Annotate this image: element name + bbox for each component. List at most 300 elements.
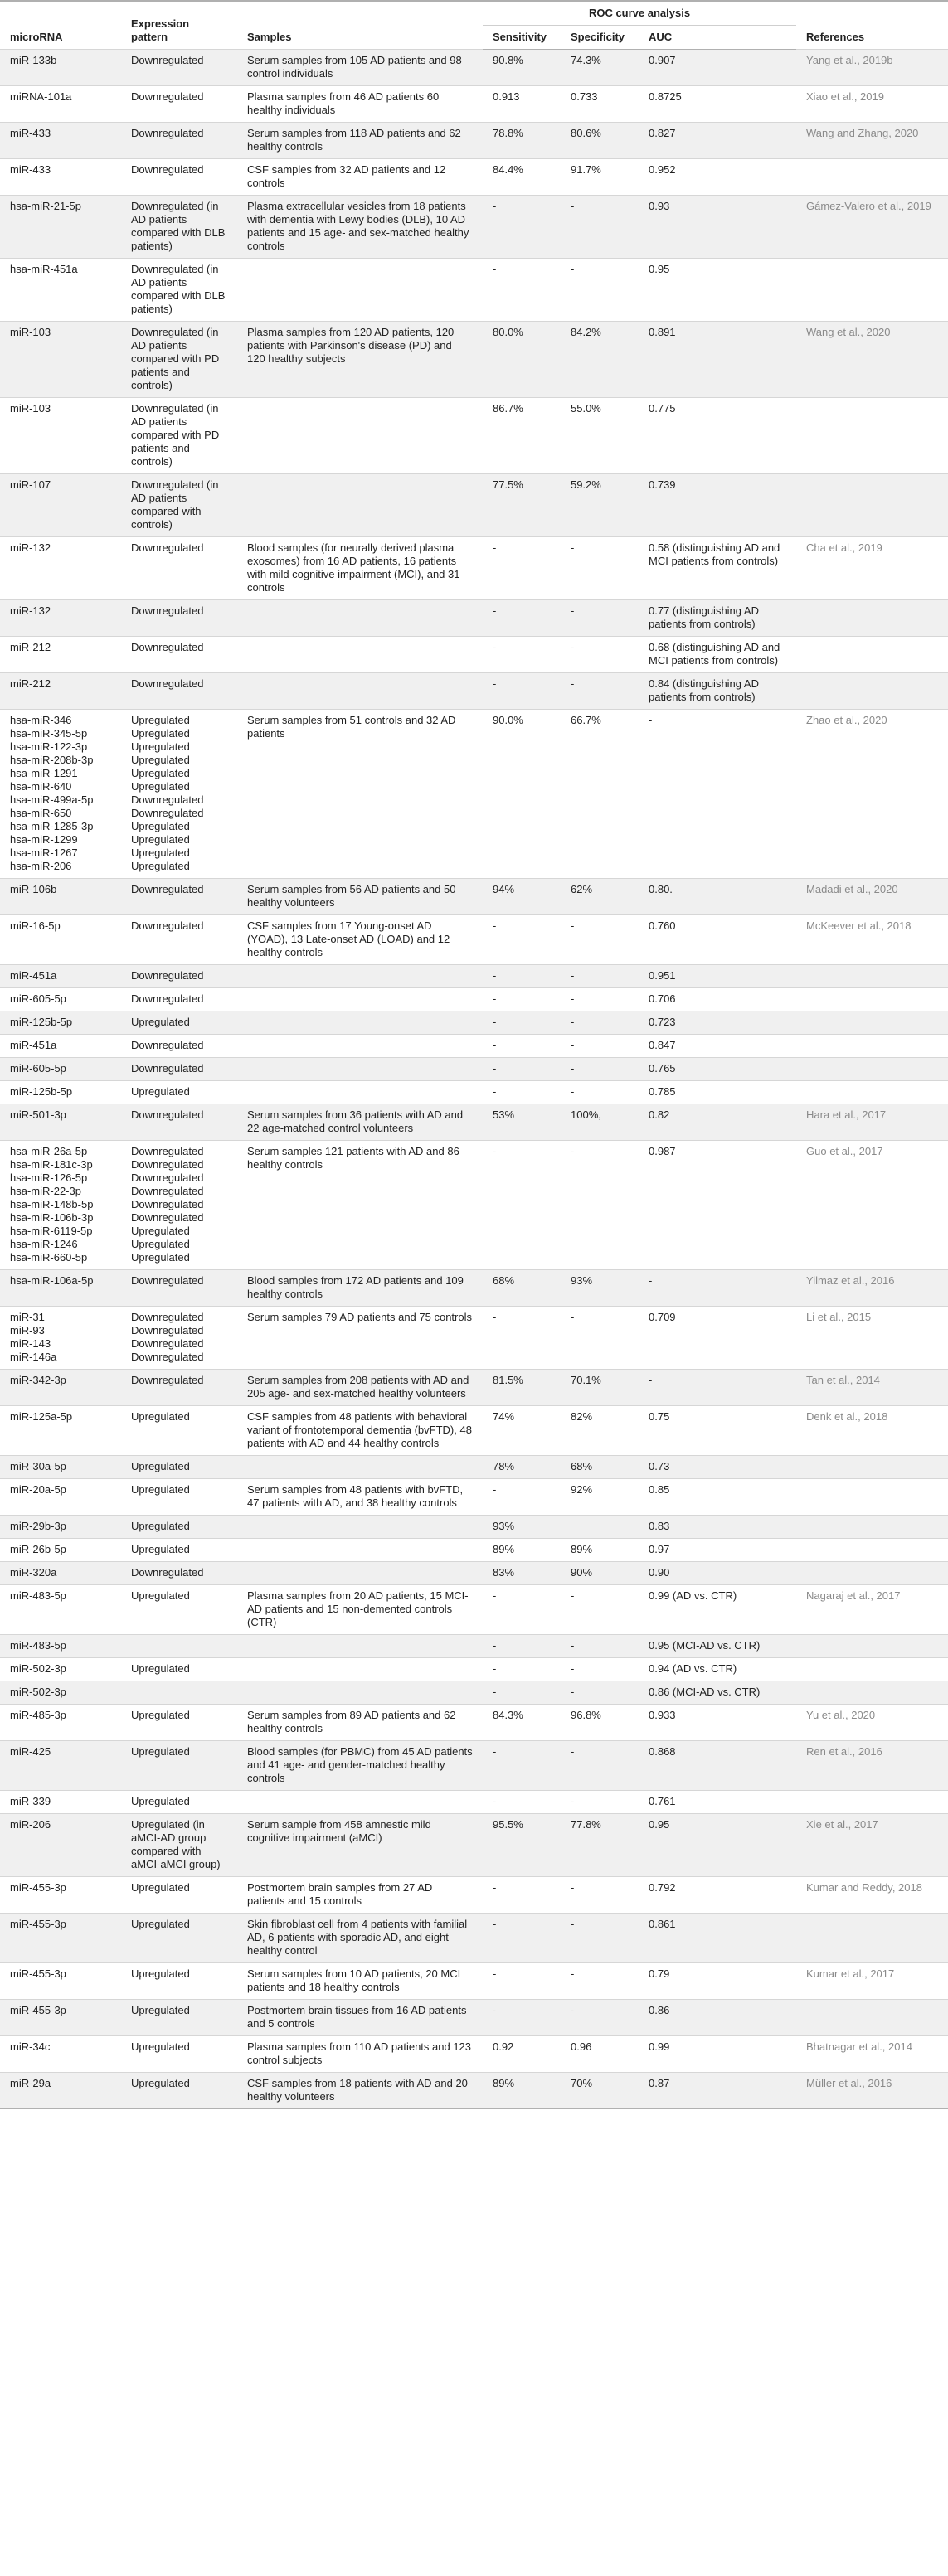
cell-sensitivity: - [483,1307,561,1370]
cell-specificity: 62% [561,879,639,915]
cell-reference: Zhao et al., 2020 [796,710,948,879]
table-row [0,474,948,537]
cell-expression-line: Downregulated [131,163,204,176]
cell-expression-line: Downregulated [131,1145,204,1157]
cell-expression [121,1456,237,1479]
cell-microrna-line: miR-502-3p [10,1662,66,1675]
cell-expression-line: Upregulated [131,780,190,793]
cell-sensitivity: 74% [483,1406,561,1456]
cell-samples: Postmortem brain tissues from 16 AD patients and 5 controls [237,2000,483,2036]
cell-expression-line: Downregulated [131,1172,204,1184]
cell-specificity: 70.1% [561,1370,639,1406]
cell-auc: 0.907 [639,50,796,86]
cell-specificity: - [561,965,639,988]
cell-microrna-line: hsa-miR-1299 [10,833,78,846]
cell-sensitivity: 86.7% [483,398,561,474]
cell-samples [237,1658,483,1681]
cell-sensitivity: - [483,1479,561,1516]
cell-sensitivity: 93% [483,1516,561,1539]
cell-microrna [0,1791,121,1814]
cell-microrna [0,637,121,673]
cell-microrna [0,1705,121,1741]
cell-sensitivity: - [483,259,561,322]
cell-expression-line: Upregulated [131,1085,190,1098]
table-row [0,1741,948,1791]
cell-microrna-line: miR-433 [10,163,51,176]
cell-sensitivity: 89% [483,2073,561,2109]
cell-expression-line: Downregulated [131,1039,204,1051]
cell-microrna-line: miR-31 [10,1311,45,1323]
table-row [0,879,948,915]
cell-samples: CSF samples from 48 patients with behavioral variant of frontotemporal dementia (bvFTD), 48 patients with AD and 44 healthy controls [237,1406,483,1456]
table-row [0,537,948,600]
cell-microrna [0,1011,121,1035]
cell-specificity: - [561,1681,639,1705]
cell-auc: 0.82 [639,1104,796,1141]
cell-reference: Kumar et al., 2017 [796,1963,948,2000]
table-row [0,1081,948,1104]
cell-expression-line: Upregulated [131,860,190,872]
cell-samples [237,1058,483,1081]
cell-microrna-line: hsa-miR-26a-5p [10,1145,88,1157]
cell-microrna-line: miRNA-101a [10,90,72,103]
table-row [0,965,948,988]
cell-reference [796,1081,948,1104]
cell-auc: 0.86 [639,2000,796,2036]
cell-microrna-line: miR-212 [10,677,51,690]
cell-microrna [0,1035,121,1058]
cell-microrna-line: miR-133b [10,54,57,66]
cell-expression-line: Upregulated [131,1745,190,1758]
cell-reference [796,2000,948,2036]
cell-sensitivity: - [483,1035,561,1058]
cell-expression-line: Upregulated [131,2040,190,2053]
cell-sensitivity: 95.5% [483,1814,561,1877]
cell-microrna [0,86,121,123]
cell-sensitivity: - [483,965,561,988]
table-row [0,1011,948,1035]
cell-expression-line: Upregulated [131,740,190,753]
cell-expression [121,259,237,322]
cell-microrna-line: hsa-miR-345-5p [10,727,88,740]
cell-reference [796,1035,948,1058]
cell-microrna [0,196,121,259]
cell-specificity: - [561,1307,639,1370]
cell-microrna [0,537,121,600]
cell-specificity: 0.733 [561,86,639,123]
cell-auc: 0.785 [639,1081,796,1104]
cell-sensitivity: - [483,2000,561,2036]
cell-sensitivity: - [483,1011,561,1035]
cell-specificity: - [561,637,639,673]
cell-auc: 0.99 (AD vs. CTR) [639,1585,796,1635]
cell-auc: 0.861 [639,1914,796,1963]
table-row [0,1877,948,1914]
cell-microrna-line: hsa-miR-451a [10,263,78,275]
cell-reference [796,965,948,988]
cell-microrna [0,1058,121,1081]
cell-sensitivity: - [483,1081,561,1104]
cell-microrna [0,1585,121,1635]
cell-sensitivity: 0.913 [483,86,561,123]
cell-expression-line: Downregulated (in AD patients compared with DLB patients) [131,200,226,252]
cell-expression [121,1011,237,1035]
cell-expression-line: Upregulated [131,2077,190,2089]
cell-samples [237,1456,483,1479]
cell-microrna [0,1539,121,1562]
cell-expression-line: Downregulated [131,1185,204,1197]
cell-microrna-line: miR-29b-3p [10,1520,66,1532]
cell-microrna [0,1104,121,1141]
cell-samples [237,1539,483,1562]
cell-samples: Plasma samples from 20 AD patients, 15 MCI-AD patients and 15 non-demented controls (CTR) [237,1585,483,1635]
cell-specificity: - [561,988,639,1011]
cell-expression-line: Downregulated [131,1109,204,1121]
cell-auc: 0.99 [639,2036,796,2073]
cell-sensitivity: - [483,988,561,1011]
cell-expression-line: Upregulated [131,1016,190,1028]
cell-expression-line: Downregulated [131,1274,204,1287]
table-row [0,1963,948,2000]
cell-reference: Xiao et al., 2019 [796,86,948,123]
cell-sensitivity: - [483,1914,561,1963]
cell-samples: Blood samples from 172 AD patients and 109 healthy controls [237,1270,483,1307]
header-specificity: Specificity [561,26,639,50]
cell-auc: 0.987 [639,1141,796,1270]
cell-expression-line: Downregulated [131,807,204,819]
header-references: References [796,1,948,50]
cell-samples: Postmortem brain samples from 27 AD patients and 15 controls [237,1877,483,1914]
cell-reference: Müller et al., 2016 [796,2073,948,2109]
table-row [0,1141,948,1270]
header-expression: Expression pattern [121,1,237,50]
cell-auc: 0.739 [639,474,796,537]
cell-microrna [0,1877,121,1914]
table-row [0,1516,948,1539]
cell-expression [121,322,237,398]
cell-microrna-line: hsa-miR-126-5p [10,1172,88,1184]
cell-auc: 0.951 [639,965,796,988]
cell-auc: 0.95 [639,259,796,322]
table-row [0,2036,948,2073]
cell-sensitivity: 78% [483,1456,561,1479]
cell-specificity: - [561,1058,639,1081]
cell-microrna-line: miR-146a [10,1351,57,1363]
cell-reference [796,1456,948,1479]
cell-sensitivity: 81.5% [483,1370,561,1406]
cell-sensitivity: 90.0% [483,710,561,879]
cell-expression [121,2036,237,2073]
cell-sensitivity: - [483,673,561,710]
cell-expression [121,2073,237,2109]
cell-expression-line: Upregulated [131,1460,190,1472]
cell-expression [121,1081,237,1104]
cell-reference [796,1516,948,1539]
cell-reference [796,1058,948,1081]
cell-auc: 0.760 [639,915,796,965]
cell-sensitivity: 80.0% [483,322,561,398]
cell-microrna [0,2036,121,2073]
cell-samples [237,673,483,710]
cell-microrna-line: miR-455-3p [10,1967,66,1980]
cell-reference: Guo et al., 2017 [796,1141,948,1270]
cell-expression [121,86,237,123]
cell-auc: 0.95 [639,1814,796,1877]
cell-microrna-line: miR-93 [10,1324,45,1337]
cell-auc: 0.85 [639,1479,796,1516]
cell-microrna [0,1406,121,1456]
cell-microrna-line: miR-132 [10,541,51,554]
cell-microrna-line: hsa-miR-640 [10,780,72,793]
cell-expression-line: Downregulated [131,969,204,982]
table-row [0,1104,948,1141]
cell-microrna-line: miR-320a [10,1566,57,1579]
cell-expression-line: Upregulated [131,1967,190,1980]
cell-specificity: - [561,673,639,710]
cell-microrna-line: miR-425 [10,1745,51,1758]
cell-expression-line: Downregulated [131,127,204,139]
cell-microrna [0,2073,121,2109]
cell-samples [237,600,483,637]
cell-specificity: - [561,196,639,259]
cell-sensitivity: 94% [483,879,561,915]
cell-specificity: 90% [561,1562,639,1585]
cell-expression-line: Upregulated [131,2004,190,2016]
cell-microrna-line: miR-206 [10,1818,51,1831]
cell-specificity: - [561,537,639,600]
cell-microrna-line: miR-20a-5p [10,1483,66,1496]
cell-microrna-line: miR-483-5p [10,1589,66,1602]
header-auc: AUC [639,26,796,50]
cell-microrna-line: miR-339 [10,1795,51,1807]
cell-expression [121,123,237,159]
cell-expression-line: Upregulated [131,847,190,859]
cell-samples: Plasma extracellular vesicles from 18 patients with dementia with Lewy bodies (DLB), 10 AD patients and 15 age- and sex-matched healthy controls [237,196,483,259]
cell-samples: Serum samples from 56 AD patients and 50 healthy volunteers [237,879,483,915]
cell-expression-line: Upregulated [131,754,190,766]
cell-samples: Plasma samples from 120 AD patients, 120 patients with Parkinson's disease (PD) and 120 healthy subjects [237,322,483,398]
cell-specificity: 91.7% [561,159,639,196]
cell-expression-line: Downregulated [131,992,204,1005]
cell-auc: 0.84 (distinguishing AD patients from controls) [639,673,796,710]
cell-expression-line: Downregulated [131,1311,204,1323]
cell-samples: Serum samples from 89 AD patients and 62 healthy controls [237,1705,483,1741]
cell-expression-line: Downregulated [131,1062,204,1075]
table-row [0,1456,948,1479]
cell-expression [121,1681,237,1705]
cell-microrna-line: miR-106b [10,883,57,895]
cell-microrna-line: hsa-miR-208b-3p [10,754,94,766]
cell-expression-line: Downregulated (in AD patients compared with DLB patients) [131,263,226,315]
cell-auc: 0.8725 [639,86,796,123]
cell-expression [121,1058,237,1081]
cell-auc: 0.77 (distinguishing AD patients from controls) [639,600,796,637]
cell-microrna-line: miR-143 [10,1337,51,1350]
cell-expression [121,879,237,915]
cell-microrna-line: hsa-miR-660-5p [10,1251,88,1264]
cell-microrna-line: miR-132 [10,604,51,617]
cell-microrna-line: hsa-miR-21-5p [10,200,81,212]
cell-sensitivity: - [483,1681,561,1705]
cell-specificity: 68% [561,1456,639,1479]
cell-samples: Serum samples 79 AD patients and 75 controls [237,1307,483,1370]
cell-reference: Gámez-Valero et al., 2019 [796,196,948,259]
cell-reference: Li et al., 2015 [796,1307,948,1370]
table-row [0,1058,948,1081]
cell-expression [121,1741,237,1791]
cell-auc: 0.95 (MCI-AD vs. CTR) [639,1635,796,1658]
cell-reference: Ren et al., 2016 [796,1741,948,1791]
cell-specificity: - [561,1141,639,1270]
cell-expression-line: Downregulated [131,604,204,617]
cell-reference: McKeever et al., 2018 [796,915,948,965]
cell-reference: Nagaraj et al., 2017 [796,1585,948,1635]
cell-microrna [0,1479,121,1516]
cell-expression [121,537,237,600]
cell-specificity: - [561,259,639,322]
cell-samples: Serum samples from 118 AD patients and 62 healthy controls [237,123,483,159]
cell-expression-line: Upregulated [131,767,190,779]
cell-microrna-line: miR-125b-5p [10,1016,73,1028]
table-row [0,988,948,1011]
cell-microrna [0,259,121,322]
cell-microrna-line: hsa-miR-1267 [10,847,78,859]
cell-microrna [0,1370,121,1406]
cell-sensitivity: 84.3% [483,1705,561,1741]
cell-sensitivity: 84.4% [483,159,561,196]
cell-microrna [0,1741,121,1791]
cell-expression-line: Upregulated [131,1662,190,1675]
cell-auc: 0.97 [639,1539,796,1562]
cell-reference: Wang and Zhang, 2020 [796,123,948,159]
cell-reference [796,673,948,710]
cell-microrna-line: miR-30a-5p [10,1460,66,1472]
cell-sensitivity: 68% [483,1270,561,1307]
cell-expression [121,1539,237,1562]
cell-reference: Bhatnagar et al., 2014 [796,2036,948,2073]
cell-expression-line: Downregulated [131,1324,204,1337]
cell-microrna [0,159,121,196]
cell-expression-line: Downregulated [131,1351,204,1363]
cell-samples: Serum sample from 458 amnestic mild cognitive impairment (aMCI) [237,1814,483,1877]
cell-specificity: - [561,1877,639,1914]
table-row [0,2000,948,2036]
cell-microrna [0,1562,121,1585]
cell-expression-line: Upregulated [131,1543,190,1555]
cell-expression-line: Downregulated [131,793,204,806]
table-row [0,1705,948,1741]
cell-microrna-line: hsa-miR-148b-5p [10,1198,94,1210]
cell-expression-line: Upregulated [131,1251,190,1264]
cell-expression [121,2000,237,2036]
cell-samples [237,965,483,988]
cell-reference [796,474,948,537]
cell-auc: 0.952 [639,159,796,196]
cell-sensitivity: 0.92 [483,2036,561,2073]
cell-samples: CSF samples from 18 patients with AD and 20 healthy volunteers [237,2073,483,2109]
table-row [0,322,948,398]
cell-reference [796,159,948,196]
cell-reference [796,1562,948,1585]
table-row [0,1791,948,1814]
cell-expression [121,1585,237,1635]
cell-microrna [0,1635,121,1658]
table-row [0,1539,948,1562]
cell-expression-line: Upregulated [131,1520,190,1532]
cell-microrna-line: hsa-miR-346 [10,714,72,726]
cell-microrna-line: miR-501-3p [10,1109,66,1121]
table-row [0,1562,948,1585]
cell-auc: 0.75 [639,1406,796,1456]
cell-reference [796,1635,948,1658]
cell-specificity: 66.7% [561,710,639,879]
cell-reference [796,637,948,673]
cell-microrna [0,1963,121,2000]
table-row [0,1585,948,1635]
cell-reference [796,1539,948,1562]
table-row [0,1814,948,1877]
cell-specificity [561,1516,639,1539]
cell-samples: Serum samples from 51 controls and 32 AD patients [237,710,483,879]
cell-sensitivity: 89% [483,1539,561,1562]
cell-auc: 0.868 [639,1741,796,1791]
cell-sensitivity: - [483,196,561,259]
table-row [0,1658,948,1681]
cell-specificity: 84.2% [561,322,639,398]
cell-microrna-line: miR-502-3p [10,1686,66,1698]
cell-microrna-line: hsa-miR-106b-3p [10,1211,94,1224]
cell-auc: 0.709 [639,1307,796,1370]
cell-auc: - [639,710,796,879]
cell-auc: 0.723 [639,1011,796,1035]
cell-expression [121,1963,237,2000]
cell-auc: 0.706 [639,988,796,1011]
table-row [0,259,948,322]
cell-sensitivity: - [483,1635,561,1658]
table-row [0,710,948,879]
table-row [0,600,948,637]
cell-microrna-line: hsa-miR-122-3p [10,740,88,753]
cell-specificity: - [561,1791,639,1814]
cell-microrna [0,1914,121,1963]
cell-specificity: - [561,2000,639,2036]
cell-microrna [0,915,121,965]
cell-microrna [0,123,121,159]
cell-microrna-line: hsa-miR-181c-3p [10,1158,93,1171]
cell-specificity: 92% [561,1479,639,1516]
cell-reference [796,1681,948,1705]
cell-expression [121,1307,237,1370]
cell-specificity: - [561,1011,639,1035]
cell-reference [796,1479,948,1516]
cell-expression-line: Downregulated [131,919,204,932]
cell-microrna-line: miR-26b-5p [10,1543,66,1555]
cell-samples: Serum samples from 208 patients with AD and 205 age- and sex-matched healthy volunteers [237,1370,483,1406]
table-row [0,196,948,259]
table-row [0,1479,948,1516]
cell-expression [121,1814,237,1877]
cell-expression [121,1104,237,1141]
cell-microrna-line: hsa-miR-1285-3p [10,820,94,832]
cell-microrna [0,1141,121,1270]
cell-samples: Serum samples from 105 AD patients and 98 control individuals [237,50,483,86]
cell-microrna-line: miR-451a [10,1039,57,1051]
cell-expression [121,600,237,637]
cell-auc: - [639,1370,796,1406]
cell-expression-line: Upregulated [131,833,190,846]
cell-expression [121,1635,237,1658]
cell-reference [796,1011,948,1035]
